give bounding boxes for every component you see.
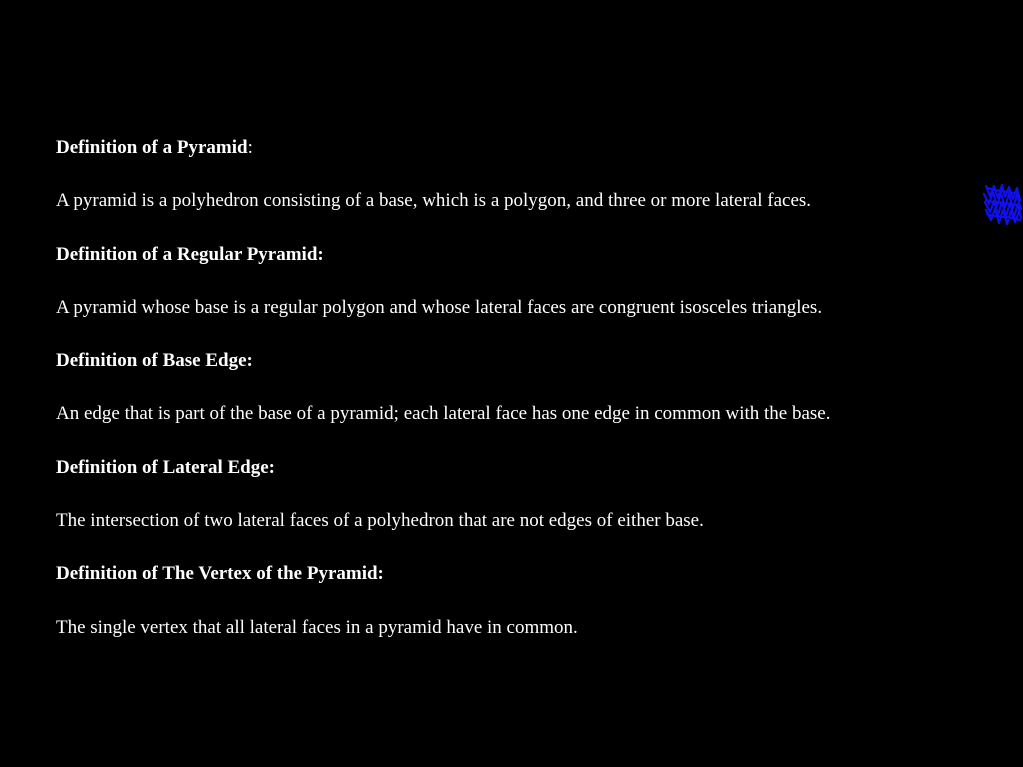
lateral-edge-definition: The intersection of two lateral faces of a polyhedron that are not edges of either base. (56, 510, 704, 532)
pyramid-heading-colon: : (247, 137, 253, 158)
lateral-edge-heading: Definition of Lateral Edge: (56, 456, 276, 478)
vertex-heading: Definition of The Vertex of the Pyramid: (56, 563, 384, 585)
pyramid-definition: A pyramid is a polyhedron consisting of a base, which is a polygon, and three or more lateral faces. (56, 190, 812, 212)
base-edge-heading: Definition of Base Edge: (56, 350, 253, 372)
regular-pyramid-definition: A pyramid whose base is a regular polygon and whose lateral faces are congruent isosceles triangles. (56, 296, 823, 318)
pyramid-heading-text: Definition of a Pyramid (56, 137, 248, 158)
slide-content (56, 135, 1016, 668)
pen-scribble-annotation (980, 182, 1022, 226)
vertex-definition: The single vertex that all lateral faces in a pyramid have in common. (56, 616, 578, 638)
base-edge-definition: An edge that is part of the base of a pyramid; each lateral face has one edge in common with the base. (56, 403, 831, 425)
regular-pyramid-heading: Definition of a Regular Pyramid: (56, 243, 324, 265)
pyramid-heading (56, 135, 1016, 161)
